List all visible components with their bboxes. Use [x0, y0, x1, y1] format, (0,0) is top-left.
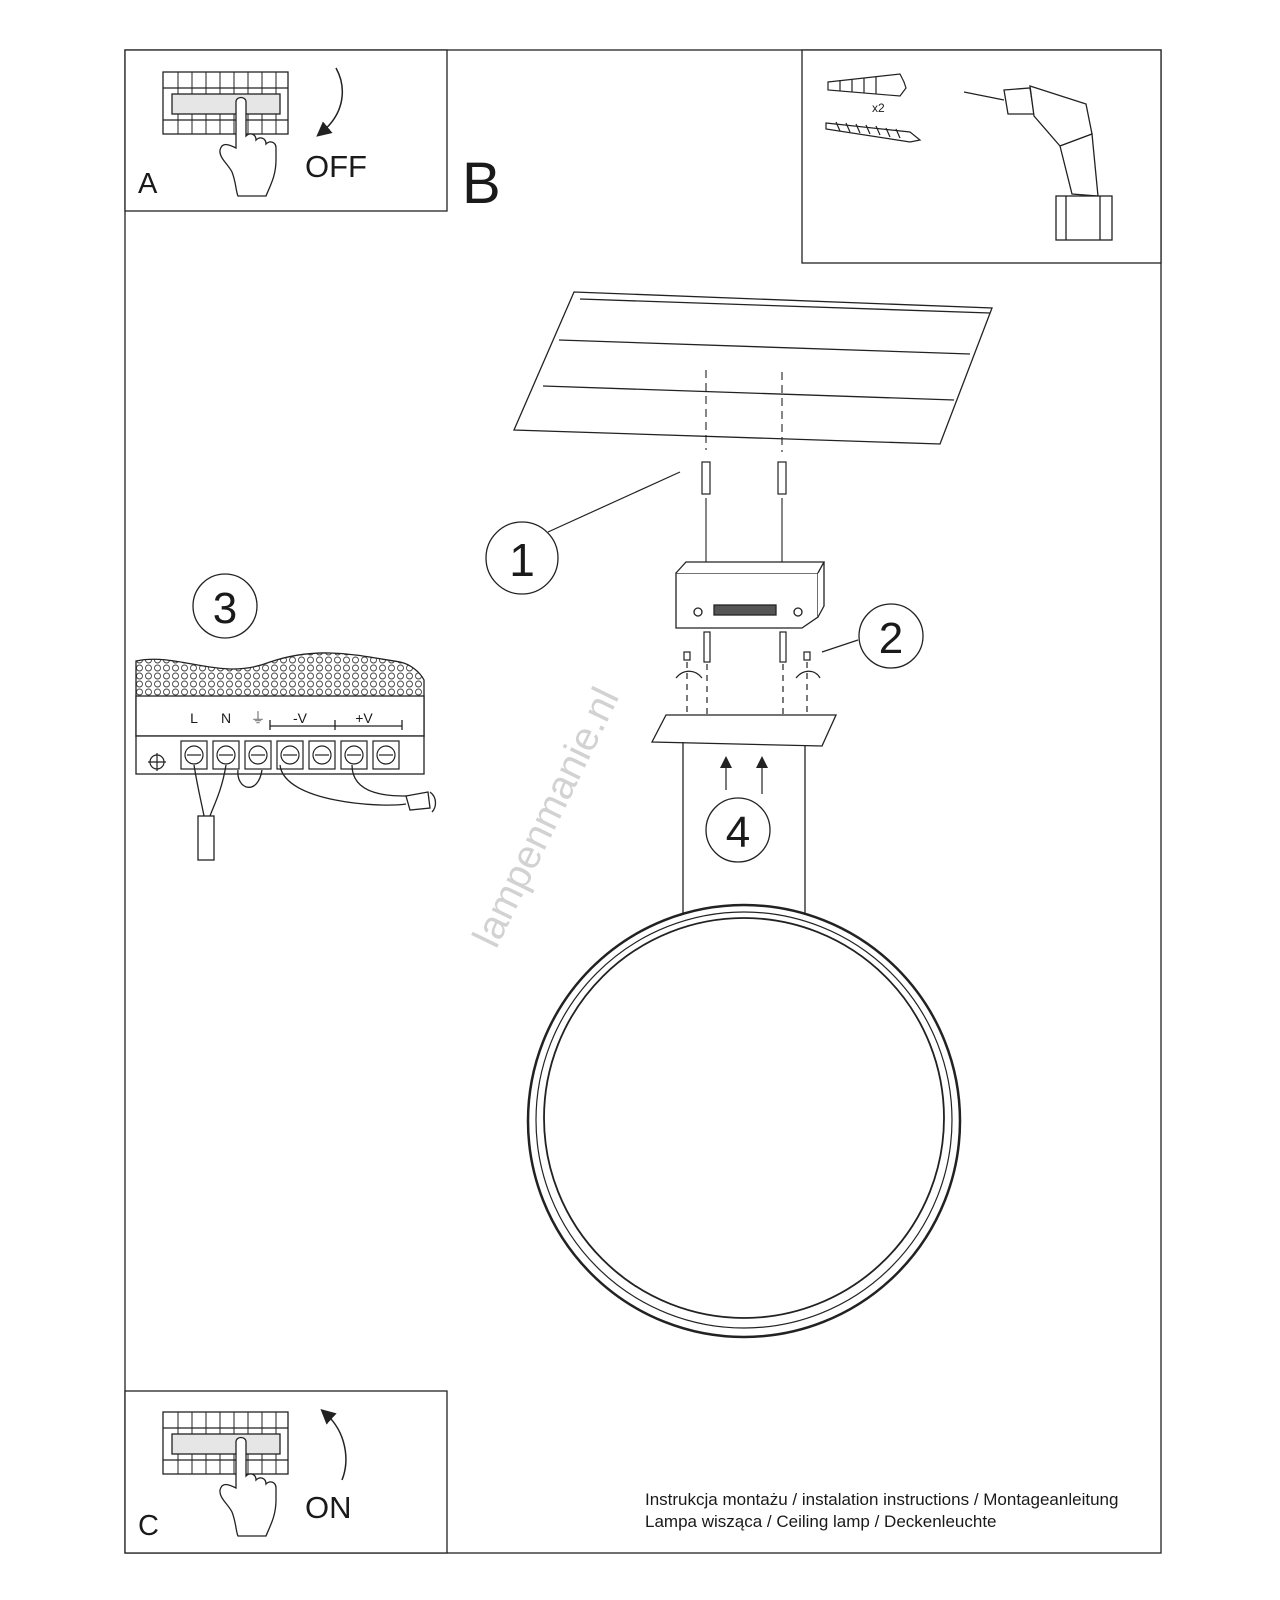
bracket-screws-icon [676, 632, 820, 714]
ring-lamp [528, 905, 960, 1337]
panel-c [125, 1391, 447, 1553]
on-label: ON [305, 1490, 352, 1525]
wiring [194, 765, 436, 860]
footer-instructions-title: Instrukcja montażu / instalation instructions / Montageanleitung [645, 1490, 1119, 1509]
breaker-panel-icon [163, 72, 288, 134]
callout-1-leader [548, 472, 680, 532]
terminal-label-plus-v: +V [355, 710, 373, 726]
watermark: lampenmanie.nl [464, 680, 628, 954]
footer-lamp-type: Lampa wisząca / Ceiling lamp / Deckenleuchte [645, 1512, 997, 1531]
off-label: OFF [305, 149, 367, 184]
anchor-plugs-icon [702, 462, 786, 494]
terminal-label-ground: ⏚ [250, 710, 266, 727]
ceiling-plate [514, 292, 992, 444]
breaker-panel-icon [163, 1412, 288, 1474]
panel-a-letter: A [138, 168, 158, 200]
callout-1-number: 1 [509, 534, 535, 586]
push-up-arrows-icon [726, 762, 762, 794]
terminal-label-l: L [190, 710, 198, 726]
callout-2-number: 2 [878, 614, 904, 663]
panel-a [125, 50, 447, 211]
callout-3-number: 3 [212, 584, 238, 633]
outer-frame [125, 50, 1161, 1553]
tools-box [802, 50, 1161, 263]
panel-c-letter: C [138, 1510, 159, 1542]
terminal-label-minus-v: -V [293, 710, 307, 726]
terminal-label-n: N [220, 710, 232, 726]
panel-b-letter: B [462, 151, 501, 216]
mounting-bracket [676, 562, 824, 628]
quantity-label: x2 [872, 101, 885, 115]
callout-4-number: 4 [725, 808, 751, 857]
canopy-cover [652, 715, 836, 746]
callout-2-leader [822, 640, 858, 652]
